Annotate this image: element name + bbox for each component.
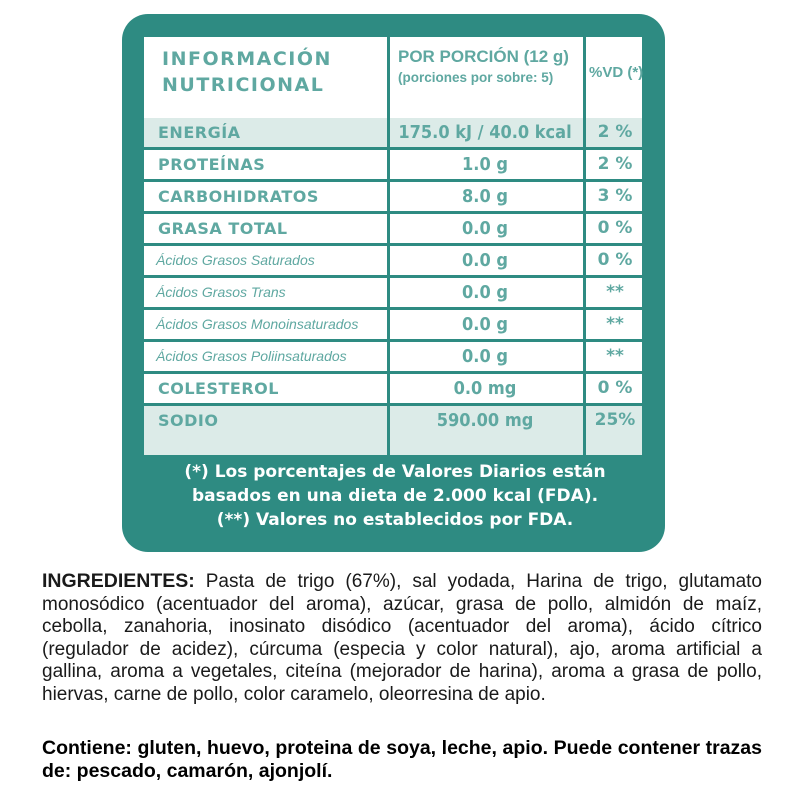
nutrient-name: GRASA TOTAL (158, 219, 288, 238)
table-row (144, 118, 642, 150)
nutrient-value: 0.0 g (462, 346, 508, 367)
allergen-statement: Contiene: gluten, huevo, proteina de soya, leche, apio. Puede contener trazas de: pescado, camarón, ajonjolí. (42, 737, 762, 782)
column-divider (387, 37, 390, 455)
nutrient-daily-value: 2 % (597, 154, 633, 174)
nutrient-name: CARBOHIDRATOS (158, 187, 319, 206)
title-line-1: INFORMACIÓN (162, 48, 332, 70)
nutrient-name: Ácidos Grasos Poliinsaturados (156, 348, 347, 364)
table-row (144, 214, 642, 246)
table-header (144, 37, 642, 121)
nutrient-value: 0.0 g (462, 314, 508, 335)
servings-per-pack: (porciones por sobre: 5) (398, 70, 554, 85)
column-divider (583, 37, 586, 455)
nutrient-name: Ácidos Grasos Trans (156, 284, 286, 300)
footnote-line: (**) Valores no establecidos por FDA. (216, 510, 574, 530)
nutrient-value: 0.0 g (462, 218, 508, 239)
footnote-line: (*) Los porcentajes de Valores Diarios están (184, 462, 606, 482)
nutrient-daily-value: ** (606, 282, 624, 302)
nutrient-daily-value: 25% (594, 410, 636, 430)
table-row (144, 246, 642, 278)
table-row (144, 406, 642, 455)
nutrient-value: 8.0 g (462, 186, 508, 207)
nutrient-value: 175.0 kJ / 40.0 kcal (398, 122, 572, 143)
nutrient-daily-value: ** (606, 346, 624, 366)
table-row (144, 374, 642, 406)
nutrient-name: PROTEÍNAS (158, 155, 266, 174)
nutrition-table (144, 37, 642, 455)
nutrient-name: Ácidos Grasos Monoinsaturados (156, 316, 359, 332)
nutrient-name: SODIO (158, 411, 219, 430)
nutrient-name: ENERGÍA (158, 123, 241, 142)
nutrient-value: 590.00 mg (436, 410, 534, 431)
nutrient-daily-value: 0 % (597, 218, 633, 238)
daily-value-header: %VD (*) (589, 64, 644, 81)
nutrient-value: 0.0 mg (453, 378, 517, 399)
nutrient-value: 0.0 g (462, 282, 508, 303)
portion-size: POR PORCIÓN (12 g) (398, 47, 569, 66)
nutrient-daily-value: 2 % (597, 122, 633, 142)
nutrient-value: 1.0 g (462, 154, 508, 175)
table-row (144, 310, 642, 342)
table-row (144, 150, 642, 182)
table-row (144, 342, 642, 374)
daily-value-footnote (150, 460, 640, 532)
nutrient-daily-value: 0 % (597, 250, 633, 270)
table-row (144, 182, 642, 214)
ingredients-text: Pasta de trigo (67%), sal yodada, Harina de trigo, glutamato monosódico (acentuador del aroma), azúcar, grasa de pollo, almidón de maíz, cebolla, zanahoria, inosinato disódico (acentuador del aroma), ácido cítrico (regulador de acidez), cúrcuma (especia y color natural), ajo, aroma artificial a gallina, aroma a vegetales, citeína (mejorador de harina), aroma a grasa de pollo, hiervas, carne de pollo, color caramelo, oleorresina de apio. (42, 571, 762, 705)
ingredients-paragraph (42, 570, 762, 706)
portion-header (398, 46, 580, 88)
table-row (144, 278, 642, 310)
nutrient-daily-value: 0 % (597, 378, 633, 398)
nutrient-name: Ácidos Grasos Saturados (156, 252, 315, 268)
nutrient-value: 0.0 g (462, 250, 508, 271)
title-line-2: NUTRICIONAL (162, 74, 325, 96)
nutrition-title (162, 46, 382, 98)
footnote-line: basados en una dieta de 2.000 kcal (FDA). (191, 486, 599, 506)
nutrient-daily-value: 3 % (597, 186, 633, 206)
nutrient-name: COLESTEROL (158, 379, 279, 398)
nutrient-daily-value: ** (606, 314, 624, 334)
ingredients-label: INGREDIENTES: (42, 570, 195, 592)
